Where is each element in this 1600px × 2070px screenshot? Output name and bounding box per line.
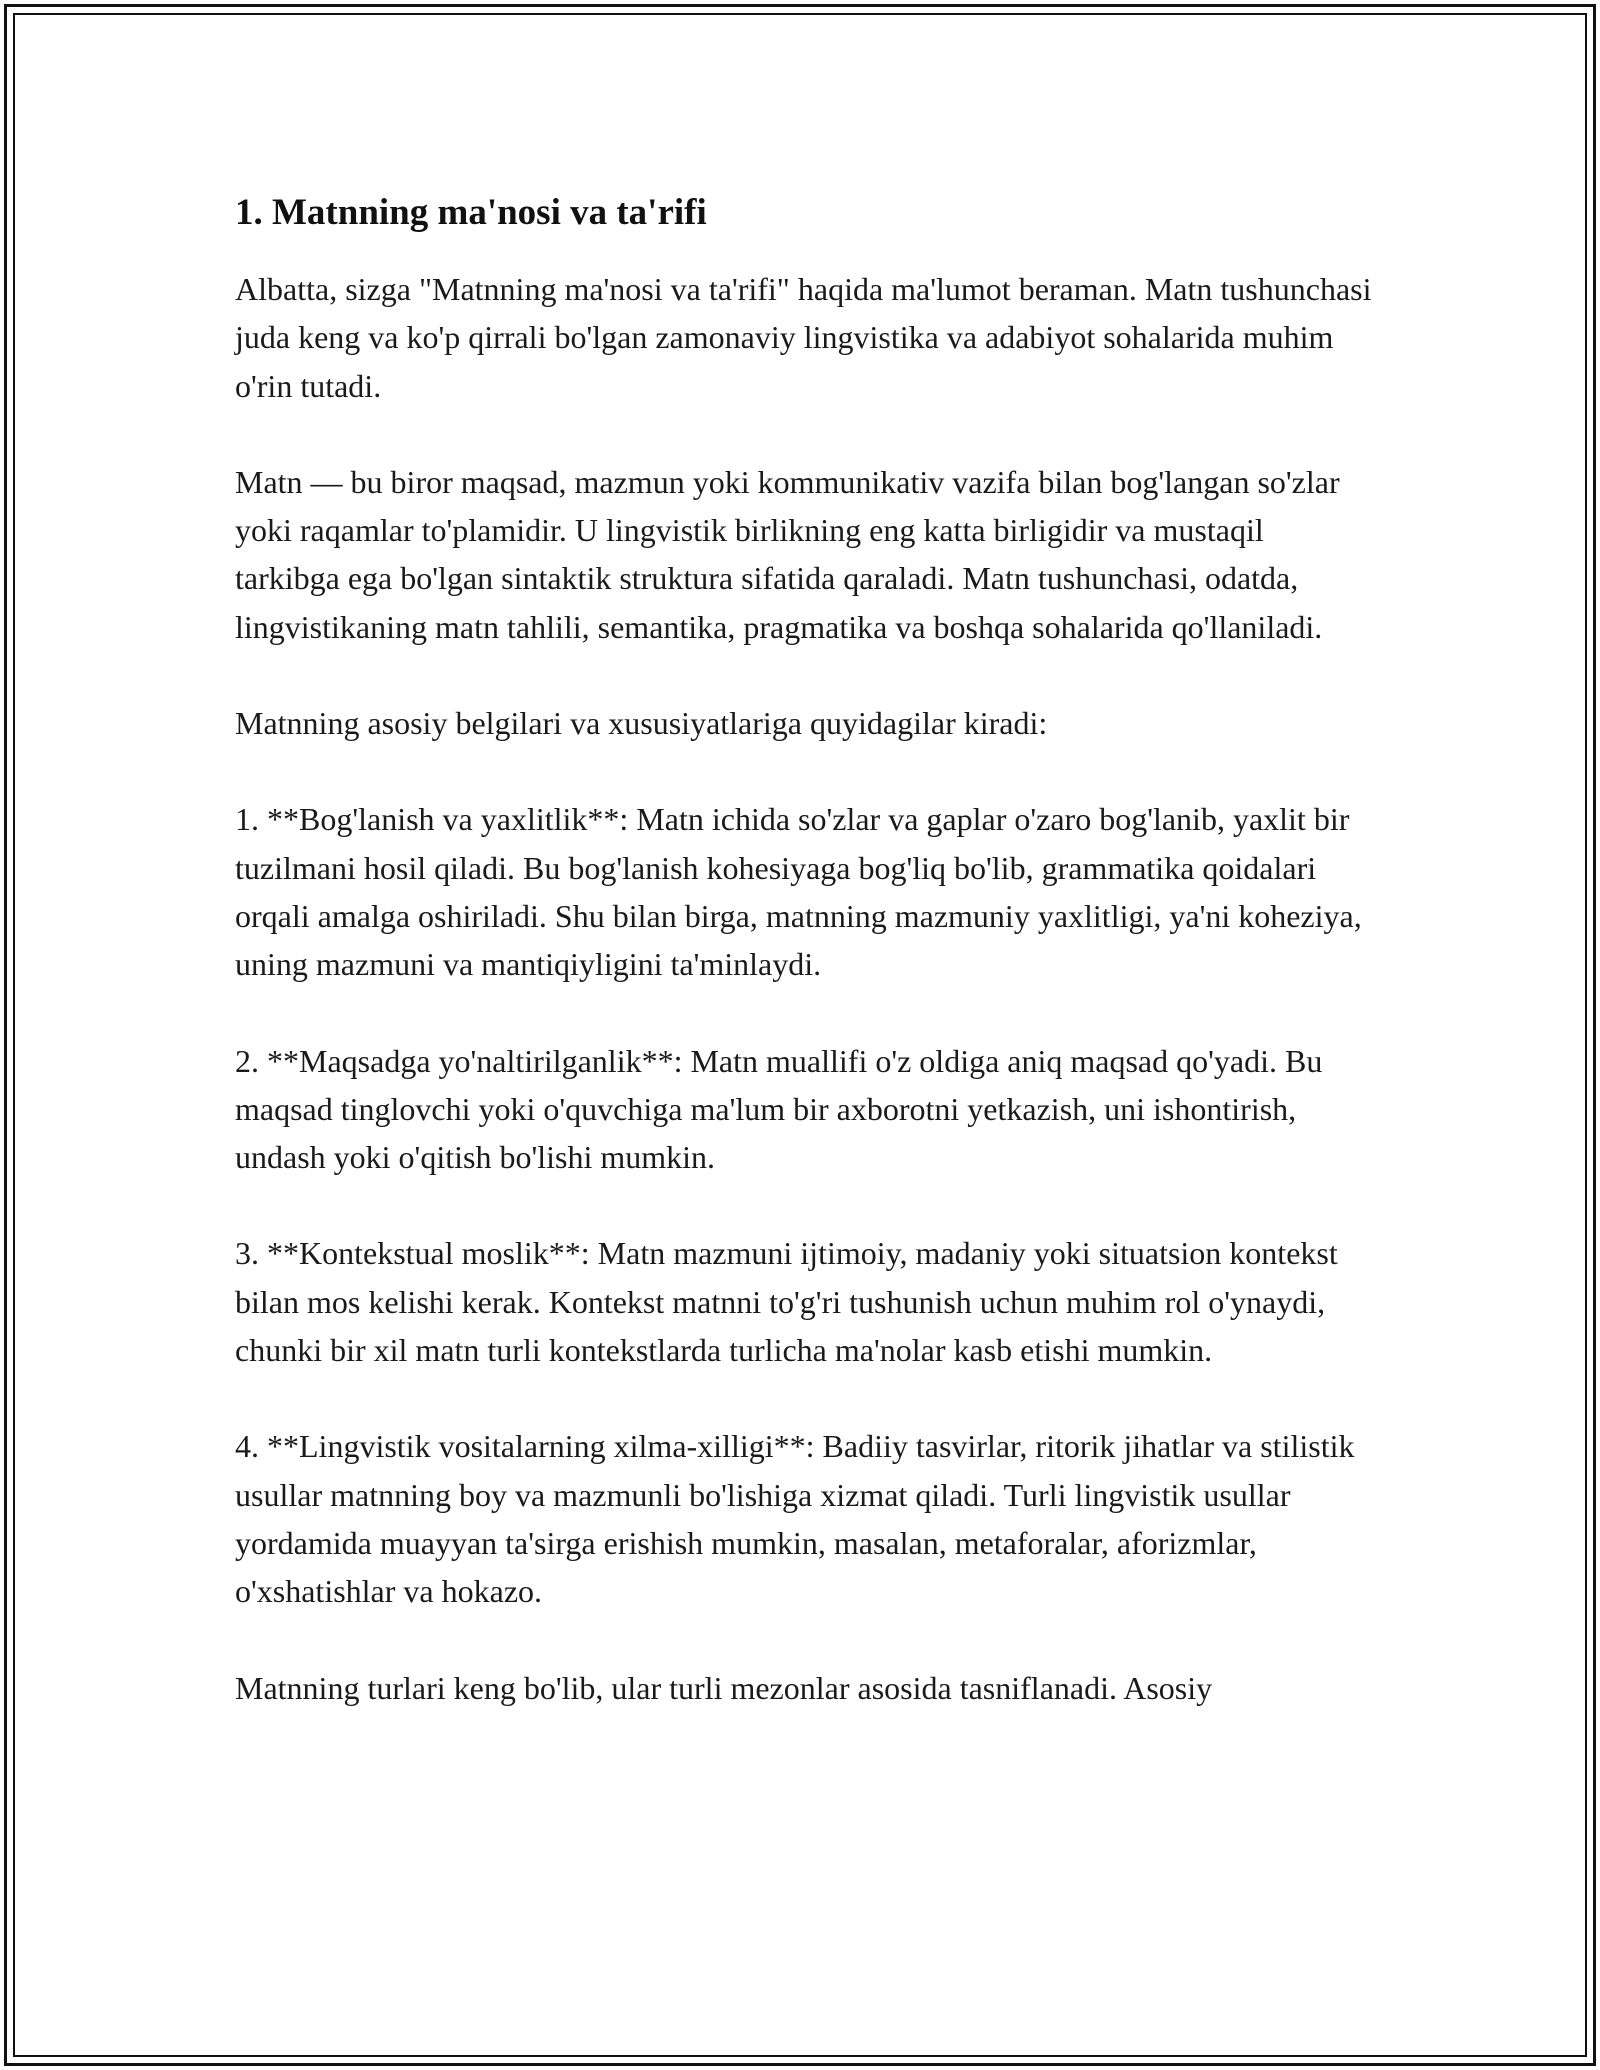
list-item-linguistic-means: 4. **Lingvistik vositalarning xilma-xilligi**: Badiiy tasvirlar, ritorik jihatlar va stilistik usullar matnning boy va mazmunli bo'lishiga xizmat qiladi. Turli lingvistik usullar yordamida muayyan ta'sirga erishish mumkin, masalan, metaforalar, aforizmlar, o'xshatishlar va hokazo.	[235, 1428, 1355, 1610]
list-item-context: 3. **Kontekstual moslik**: Matn mazmuni ijtimoiy, madaniy yoki situatsion kontekst bilan mos kelishi kerak. Kontekst matnni to'g'ri tushunish uchun muhim rol o'ynaydi, chunki bir xil matn turli kontekstlarda turlicha ma'nolar kasb etishi mumkin.	[235, 1235, 1338, 1369]
paragraph-features-intro: Matnning asosiy belgilari va xususiyatlariga quyidagilar kiradi:	[235, 705, 1048, 742]
paragraph-intro: Albatta, sizga "Matnning ma'nosi va ta'rifi" haqida ma'lumot beraman. Matn tushunchasi juda keng va ko'p qirrali bo'lgan zamonaviy lingvistika va adabiyot sohalarida muhim o'rin tutadi.	[235, 271, 1372, 404]
list-item-purpose: 2. **Maqsadga yo'naltirilganlik**: Matn muallifi o'z oldiga aniq maqsad qo'yadi. Bu maqsad tinglovchi yoki o'quvchiga ma'lum bir axborotni yetkazish, uni ishontirish, undash yoki o'qitish bo'lishi mumkin.	[235, 1042, 1323, 1176]
paragraph-definition: Matn — bu biror maqsad, mazmun yoki kommunikativ vazifa bilan bog'langan so'zlar yoki raqamlar to'plamidir. U lingvistik birlikning eng katta birligidir va mustaqil tarkibga ega bo'lgan sintaktik struktura sifatida qaraladi. Matn tushunchasi, odatda, lingvistikaning matn tahlili, semantika, pragmatika va boshqa sohalarida qo'llaniladi.	[235, 463, 1340, 645]
paragraph-types: Matnning turlari keng bo'lib, ular turli mezonlar asosida tasniflanadi. Asosiy	[235, 1669, 1213, 1706]
section-heading: 1. Matnning ma'nosi va ta'rifi	[235, 192, 707, 233]
list-item-cohesion: 1. **Bog'lanish va yaxlitlik**: Matn ichida so'zlar va gaplar o'zaro bog'lanib, yaxlit bir tuzilmani hosil qiladi. Bu bog'lanish kohesiyaga bog'liq bo'lib, grammatika qoidalari orqali amalga oshiriladi. Shu bilan birga, matnning mazmuniy yaxlitligi, ya'ni koheziya, uning mazmuni va mantiqiyligini ta'minlaydi.	[235, 801, 1362, 983]
document-body	[235, 185, 1375, 1712]
